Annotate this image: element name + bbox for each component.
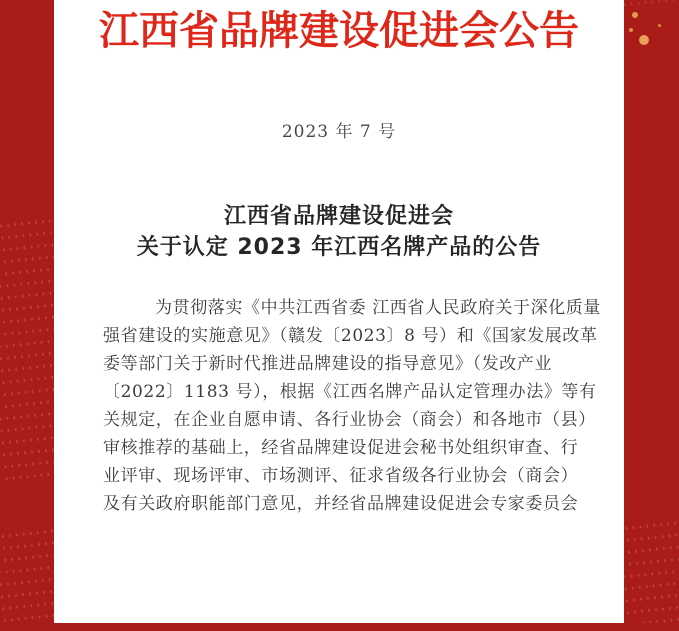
masthead-title: 江西省品牌建设促进会公告	[99, 7, 579, 54]
gold-dot	[629, 28, 633, 32]
document-content	[54, 0, 624, 623]
paragraph-line: 委等部门关于新时代推进品牌建设的指导意见》（发改产业	[103, 354, 553, 374]
paragraph-line: 及有关政府职能部门意见，并经省品牌建设促进会专家委员会	[103, 494, 579, 514]
left-red-border	[0, 0, 54, 631]
paragraph-line: 〔2022〕1183 号），根据《江西名牌产品认定管理办法》等有	[103, 382, 597, 402]
gold-dot	[658, 24, 661, 27]
right-red-border	[624, 0, 679, 631]
announcement-paragraph	[103, 294, 602, 518]
paragraph-line: 业评审、现场评审、市场测评、征求省级各行业协会（商会）	[103, 466, 579, 486]
heading-line-1: 江西省品牌建设促进会	[223, 204, 454, 229]
paragraph-line: 关规定，在企业自愿申请、各行业协会（商会）和各地市（县）	[103, 410, 596, 430]
gold-dot	[639, 35, 649, 45]
gold-dot	[632, 12, 638, 18]
paragraph-line: 审核推荐的基础上，经省品牌建设促进会秘书处组织审查、行	[103, 438, 579, 458]
heading-line-2: 关于认定 2023 年江西名牌产品的公告	[136, 235, 542, 260]
announcement-heading	[54, 201, 624, 263]
document-number: 2023 年 7 号	[281, 122, 397, 142]
bottom-red-strip	[0, 623, 679, 631]
paragraph-line: 为贯彻落实《中共江西省委 江西省人民政府关于深化质量	[155, 298, 602, 318]
paragraph-line: 强省建设的实施意见》（赣发〔2023〕8 号）和《国家发展改革	[103, 326, 598, 346]
